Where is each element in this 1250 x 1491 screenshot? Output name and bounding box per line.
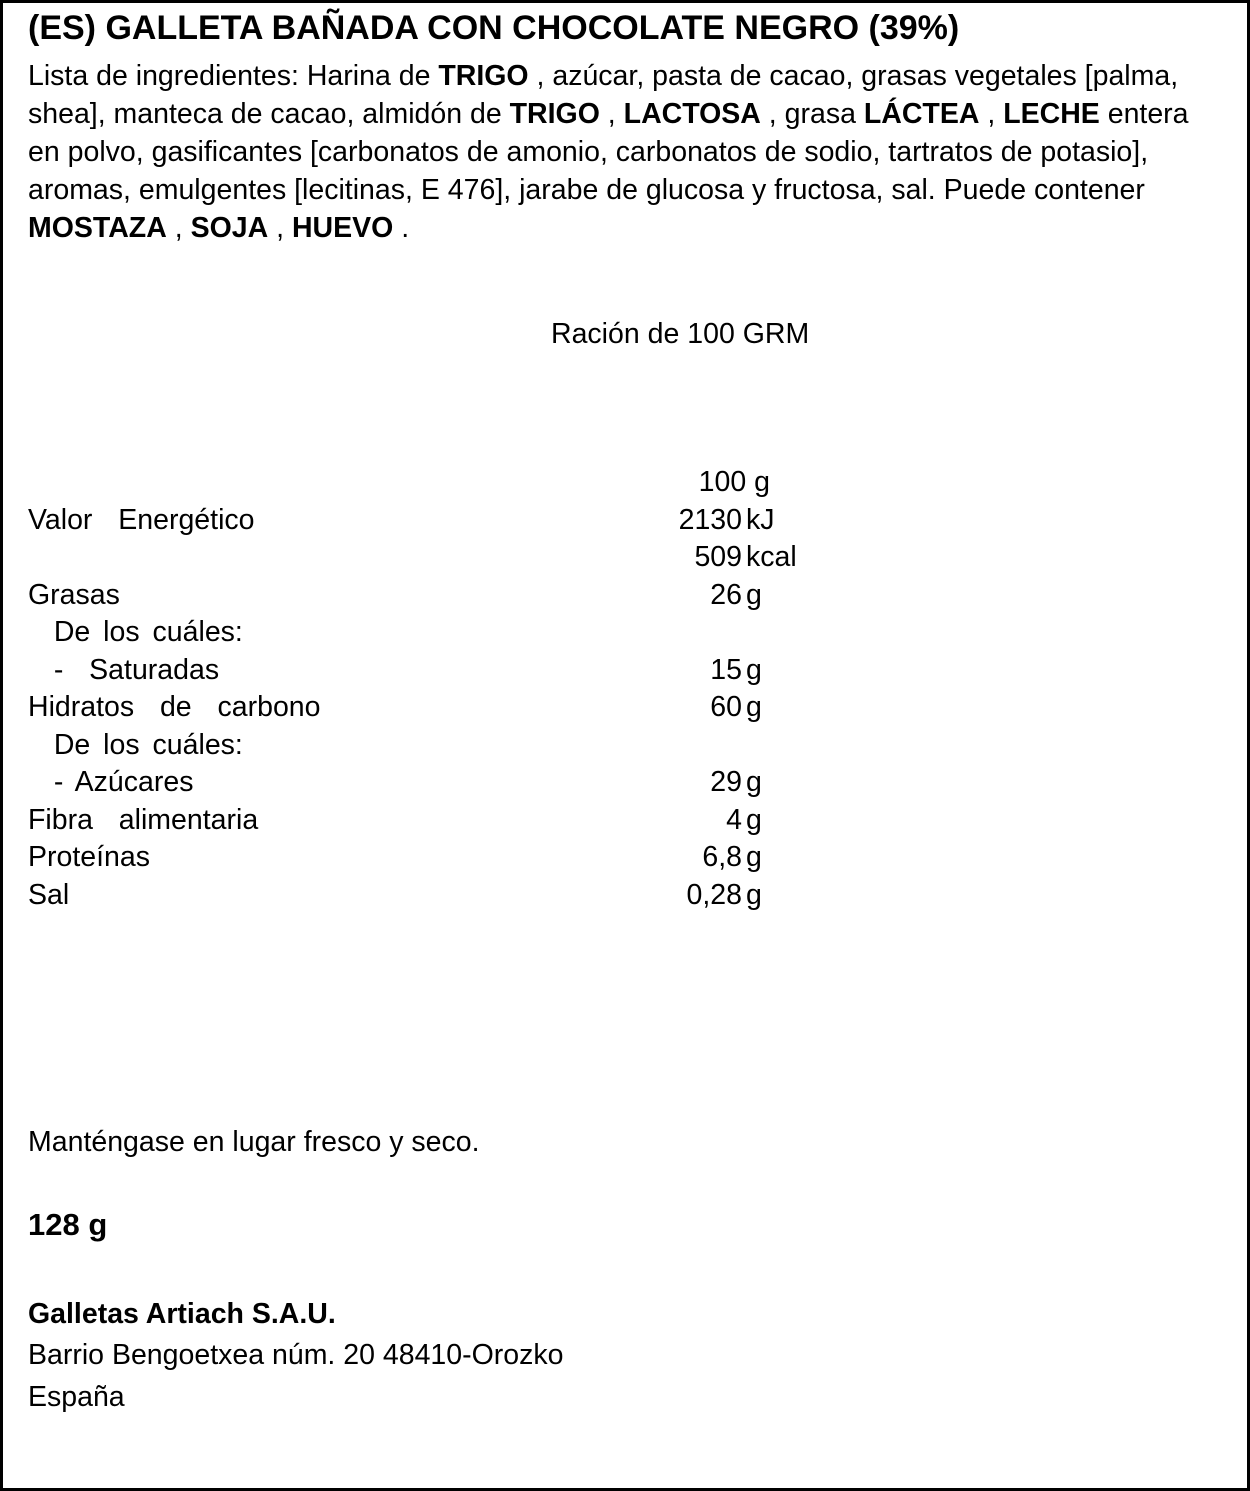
nutrient-value: 6,8 xyxy=(702,841,742,873)
nutrient-unit: g xyxy=(746,841,762,873)
nutrient-value: 29 xyxy=(710,766,742,798)
nutrition-row xyxy=(28,802,928,840)
ingredients-text: . xyxy=(393,212,410,244)
nutrient-label: Fibra alimentaria xyxy=(28,803,259,836)
allergen-label: LECHE xyxy=(1003,98,1100,130)
company-address: Barrio Bengoetxea núm. 20 48410-Orozko xyxy=(28,1339,564,1371)
nutrient-label: Grasas xyxy=(28,578,120,611)
nutrient-unit: kcal xyxy=(746,541,797,573)
nutrition-row xyxy=(28,764,928,802)
nutrient-unit: g xyxy=(746,803,762,836)
nutrient-label: - Azúcares xyxy=(28,766,194,798)
nutrition-row xyxy=(28,652,928,690)
serving-size: Ración de 100 GRM xyxy=(551,318,810,350)
ingredients-text: , grasa xyxy=(760,98,864,130)
ingredients-text: , azúcar, pasta de cacao, grasas vegetales [palma, shea], manteca de cacao, almidón de xyxy=(28,60,1179,130)
company-country: España xyxy=(28,1381,125,1413)
nutrient-unit: g xyxy=(746,691,762,723)
allergen-label: LACTOSA xyxy=(623,98,761,130)
ingredients-text: , xyxy=(979,98,1004,130)
nutrient-value: 2130 xyxy=(678,503,742,536)
allergen-label: LÁCTEA xyxy=(863,98,980,130)
nutrition-row xyxy=(28,689,928,727)
product-title: (ES) GALLETA BAÑADA CON CHOCOLATE NEGRO (39%) xyxy=(28,9,960,47)
nutrition-row xyxy=(28,502,928,540)
nutrition-header-row xyxy=(28,464,928,502)
nutrient-label: - Saturadas xyxy=(28,653,220,686)
nutrient-label: Sal xyxy=(28,878,70,911)
allergen-label: SOJA xyxy=(190,212,269,244)
nutrient-label: Proteínas xyxy=(28,841,150,873)
nutrient-label: De los cuáles: xyxy=(28,616,243,648)
nutrition-table xyxy=(28,464,928,914)
nutrient-label: Hidratos de carbono xyxy=(28,691,321,723)
nutrient-unit: g xyxy=(746,878,762,911)
nutrient-value: 26 xyxy=(710,578,742,611)
nutrition-row xyxy=(28,839,928,877)
nutrient-label: Valor Energético xyxy=(28,503,255,536)
nutrient-unit: kJ xyxy=(746,503,775,536)
nutrient-unit: g xyxy=(746,653,762,686)
nutrient-unit: g xyxy=(746,766,762,798)
storage-instructions: Manténgase en lugar fresco y seco. xyxy=(28,1126,480,1158)
ingredients-list xyxy=(28,57,1218,247)
nutrition-row xyxy=(28,577,928,615)
nutrition-row xyxy=(28,727,928,765)
nutrient-value: 15 xyxy=(710,653,742,686)
allergen-label: TRIGO xyxy=(438,60,529,92)
nutrient-value: 60 xyxy=(710,691,742,723)
allergen-label: TRIGO xyxy=(509,98,600,130)
nutrient-label: De los cuáles: xyxy=(28,728,243,761)
ingredients-text: entera en polvo, gasificantes [carbonatos de amonio, carbonatos de sodio, tartratos de potasio], aromas, emulgentes [lecitinas, E 476], jarabe de glucosa y fructosa, sal. Puede contener xyxy=(28,98,1189,206)
nutrient-value: 509 xyxy=(694,541,742,573)
company-name: Galletas Artiach S.A.U. xyxy=(28,1298,336,1330)
allergen-label: HUEVO xyxy=(291,212,394,244)
nutrient-unit: g xyxy=(746,578,762,611)
nutrient-value: 4 xyxy=(726,803,742,836)
allergen-label: MOSTAZA xyxy=(28,212,167,244)
ingredients-text: , xyxy=(268,212,292,244)
ingredients-text: Lista de ingredientes: Harina de xyxy=(28,60,439,92)
nutrition-column-header: 100 g xyxy=(698,466,770,498)
nutrient-value: 0,28 xyxy=(686,878,742,911)
nutrition-row xyxy=(28,614,928,652)
ingredients-text: , xyxy=(166,212,191,244)
net-weight: 128 g xyxy=(28,1207,108,1242)
ingredients-text: , xyxy=(599,98,624,130)
nutrition-row xyxy=(28,539,928,577)
nutrition-row xyxy=(28,877,928,915)
